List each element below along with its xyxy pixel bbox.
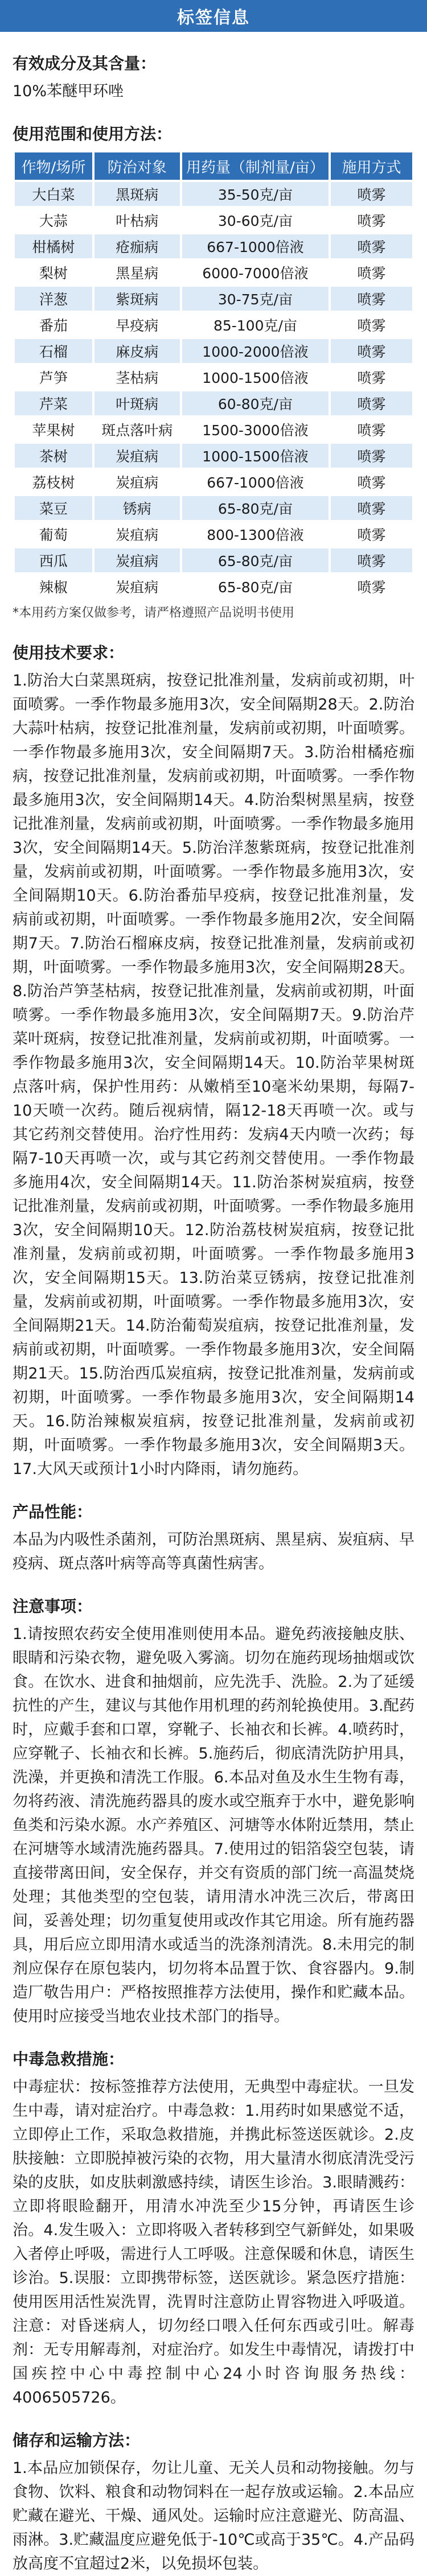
- cell-target: 炭疽病: [95, 575, 180, 598]
- cell-method: 喷雾: [331, 234, 412, 258]
- cell-target: 疮痂病: [95, 234, 180, 258]
- cell-dosage: 30-60克/亩: [182, 208, 329, 232]
- table-row: [15, 444, 412, 468]
- table-row: [15, 522, 412, 546]
- cell-method: 喷雾: [331, 287, 412, 311]
- cell-method: 喷雾: [331, 418, 412, 441]
- usage-table: [13, 150, 414, 601]
- page-header: [0, 0, 427, 32]
- table-row: [15, 261, 412, 284]
- cell-dosage: 1000-1500倍液: [182, 444, 329, 468]
- usage-table-body: [15, 182, 412, 598]
- column-header-dosage: 用药量（制剂量/亩）: [182, 152, 329, 180]
- cell-method: 喷雾: [331, 208, 412, 232]
- cell-crop: 茶树: [15, 444, 92, 468]
- poison-title: 中毒急救措施：: [13, 2050, 125, 2069]
- cell-crop: 番茄: [15, 313, 92, 337]
- column-header-crop: 作物/场所: [15, 152, 92, 180]
- cell-method: 喷雾: [331, 575, 412, 598]
- ingredient-title: 有效成分及其含量：: [13, 54, 157, 73]
- cell-dosage: 667-1000倍液: [182, 470, 329, 494]
- cell-method: 喷雾: [331, 444, 412, 468]
- table-row: [15, 548, 412, 572]
- cell-crop: 柑橘树: [15, 234, 92, 258]
- table-row: [15, 391, 412, 415]
- cell-crop: 大白菜: [15, 182, 92, 206]
- cell-target: 早疫病: [95, 313, 180, 337]
- cell-crop: 梨树: [15, 261, 92, 284]
- storage-title: 储存和运输方法：: [13, 2431, 141, 2450]
- cell-method: 喷雾: [331, 365, 412, 389]
- table-row: [15, 418, 412, 441]
- table-row: [15, 496, 412, 520]
- table-row: [15, 208, 412, 232]
- cell-dosage: 667-1000倍液: [182, 234, 329, 258]
- cell-dosage: 1500-3000倍液: [182, 418, 329, 441]
- cell-dosage: 6000-7000倍液: [182, 261, 329, 284]
- cell-crop: 西瓜: [15, 548, 92, 572]
- cell-dosage: 60-80克/亩: [182, 391, 329, 415]
- cell-crop: 芹菜: [15, 391, 92, 415]
- cell-dosage: 85-100克/亩: [182, 313, 329, 337]
- performance-title: 产品性能：: [13, 1502, 93, 1521]
- usage-title: 使用范围和使用方法：: [13, 125, 173, 143]
- cell-target: 锈病: [95, 496, 180, 520]
- cell-method: 喷雾: [331, 313, 412, 337]
- cell-target: 茎枯病: [95, 365, 180, 389]
- cell-dosage: 30-75克/亩: [182, 287, 329, 311]
- storage-text: 1.本品应加锁保存，勿让儿童、无关人员和动物接触。勿与食物、饮料、粮食和动物饲料在一起存放或运输。2.本品应贮藏在避光、干燥、通风处。运输时应注意避光、防高温、雨淋。3.贮藏温度应避免低于-10℃或高于35℃。4.产品码放高度不宜超过2米，以免损坏包装。: [13, 2459, 414, 2573]
- ingredient-value: 10%苯醚甲环唑: [13, 82, 124, 100]
- column-header-target: 防治对象: [95, 152, 180, 180]
- page-title: 标签信息: [177, 8, 250, 28]
- technical-title: 使用技术要求：: [13, 643, 125, 662]
- cell-method: 喷雾: [331, 391, 412, 415]
- table-row: [15, 313, 412, 337]
- cell-dosage: 65-80克/亩: [182, 548, 329, 572]
- cell-dosage: 1000-2000倍液: [182, 339, 329, 363]
- cell-crop: 葡萄: [15, 522, 92, 546]
- cell-crop: 辣椒: [15, 575, 92, 598]
- cell-target: 叶枯病: [95, 208, 180, 232]
- cell-dosage: 65-80克/亩: [182, 575, 329, 598]
- cell-dosage: 35-50克/亩: [182, 182, 329, 206]
- cell-crop: 大蒜: [15, 208, 92, 232]
- technical-text: 1.防治大白菜黑斑病，按登记批准剂量，发病前或初期，叶面喷雾。一季作物最多施用3次，安全间隔期28天。2.防治大蒜叶枯病，按登记批准剂量，发病前或初期，叶面喷雾。一季作物最多施用3次，安全间隔期7天。3.防治柑橘疮痂病，按登记批准剂量，发病前或初期，叶面喷雾。一季作物最多施用3次，安全间隔期14天。4.防治梨树黑星病，按登记批准剂量，发病前或初期，叶面喷雾。一季作物最多施用3次，安全间隔期14天。5.防治洋葱紫斑病，按登记批准剂量，发病前或初期，叶面喷雾。一季作物最多施用3次，安全间隔期10天。6.防治番茄早疫病，按登记批准剂量，发病前或初期，叶面喷雾。一季作物最多施用2次，安全间隔期7天。7.防治石榴麻皮病，按登记批准剂量，发病前或初期，叶面喷雾。一季作物最多施用3次，安全间隔期28天。8.防治芦笋茎枯病，按登记批准剂量，发病前或初期，叶面喷雾。一季作物最多施用3次，安全间隔期7天。9.防治芹菜叶斑病，按登记批准剂量，发病前或初期，叶面喷雾。一季作物最多施用3次，安全间隔期14天。10.防治苹果树斑点落叶病，保护性用药：从嫩梢至10毫米幼果期，每隔7-10天喷一次药。随后视病情，隔12-18天再喷一次。或与其它药剂交替使用。治疗性用药：发病4天内喷一次药；每隔7-10天再喷一次，或与其它药剂交替使用。一季作物最多施用4次，安全间隔期14天。11.防治茶树炭疽病，按登记批准剂量，发病前或初期，叶面喷雾。一季作物最多施用3次，安全间隔期10天。12.防治荔枝树炭疽病，按登记批准剂量，发病前或初期，叶面喷雾。一季作物最多施用3次，安全间隔期15天。13.防治菜豆锈病，按登记批准剂量，发病前或初期，叶面喷雾。一季作物最多施用3次，安全间隔期21天。14.防治葡萄炭疽病，按登记批准剂量，发病前或初期，叶面喷雾。一季作物最多施用3次，安全间隔期21天。15.防治西瓜炭疽病，按登记批准剂量，发病前或初期，叶面喷雾。一季作物最多施用3次，安全间隔期14天。16.防治辣椒炭疽病，按登记批准剂量，发病前或初期，叶面喷雾。一季作物最多施用3次，安全间隔期3天。17.大风天或预计1小时内降雨，请勿施药。: [13, 672, 414, 1478]
- table-row: [15, 234, 412, 258]
- cell-method: 喷雾: [331, 339, 412, 363]
- table-row: [15, 339, 412, 363]
- cell-dosage: 65-80克/亩: [182, 496, 329, 520]
- usage-note: *本用药方案仅做参考，请严格遵照产品说明书使用: [13, 606, 295, 620]
- cell-target: 麻皮病: [95, 339, 180, 363]
- cell-target: 黑斑病: [95, 182, 180, 206]
- cell-crop: 洋葱: [15, 287, 92, 311]
- caution-title: 注意事项：: [13, 1597, 93, 1616]
- cell-dosage: 1000-1500倍液: [182, 365, 329, 389]
- table-row: [15, 470, 412, 494]
- cell-target: 炭疽病: [95, 522, 180, 546]
- cell-crop: 苹果树: [15, 418, 92, 441]
- usage-table-header-row: [15, 152, 412, 180]
- cell-crop: 菜豆: [15, 496, 92, 520]
- poison-text: 中毒症状：按标签推荐方法使用，无典型中毒症状。一旦发生中毒，请对症治疗。中毒急救：1.用药时如果感觉不适，立即停止工作，采取急救措施，并携此标签送医就诊。2.皮肤接触：立即脱掉被污染的衣物，用大量清水彻底清洗受污染的皮肤，如皮肤刺激感持续，请医生诊治。3.眼睛溅药：立即将眼睑翻开，用清水冲洗至少15分钟，再请医生诊治。4.发生吸入：立即将吸入者转移到空气新鲜处，如果吸入者停止呼吸，需进行人工呼吸。注意保暖和休息，请医生诊治。5.误服：立即携带标签，送医就诊。紧急医疗措施：使用医用活性炭洗胃，洗胃时注意防止胃容物进入呼吸道。注意：对昏迷病人，切勿经口喂入任何东西或引吐。解毒剂：无专用解毒剂，对症治疗。如发生中毒情况，请拨打中国疾控中心中毒控制中心24小时咨询服务热线：4006505726。: [13, 2078, 414, 2406]
- cell-target: 叶斑病: [95, 391, 180, 415]
- label-content: [0, 32, 427, 2576]
- table-row: [15, 182, 412, 206]
- cell-target: 黑星病: [95, 261, 180, 284]
- caution-text: 1.请按照农药安全使用准则使用本品。避免药液接触皮肤、眼睛和污染衣物，避免吸入雾滴。切勿在施药现场抽烟或饮食。在饮水、进食和抽烟前，应先洗手、洗脸。2.为了延缓抗性的产生，建议与其他作用机理的药剂轮换使用。3.配药时，应戴手套和口罩，穿靴子、长袖衣和长裤。4.喷药时，应穿靴子、长袖衣和长裤。5.施药后，彻底清洗防护用具，洗澡，并更换和清洗工作服。6.本品对鱼及水生生物有毒，勿将药液、清洗施药器具的废水或空瓶弃于水中，避免影响鱼类和污染水源。水产养殖区、河塘等水体附近禁用，禁止在河塘等水域清洗施药器具。7.使用过的铝箔袋空包装，请直接带离田间，安全保存，并交有资质的部门统一高温焚烧处理；其他类型的空包装，请用清水冲洗三次后，带离田间，妥善处理；切勿重复使用或改作其它用途。所有施药器具，用后应立即用清水或适当的洗涤剂清洗。8.未用完的制剂应保存在原包装内，切勿将本品置于饮、食容器内。9.制造厂敬告用户：严格按照推荐方法使用，操作和贮藏本品。使用时应接受当地农业技术部门的指导。: [13, 1625, 414, 2025]
- cell-target: 紫斑病: [95, 287, 180, 311]
- table-row: [15, 365, 412, 389]
- cell-target: 炭疽病: [95, 470, 180, 494]
- table-row: [15, 575, 412, 598]
- cell-method: 喷雾: [331, 522, 412, 546]
- cell-method: 喷雾: [331, 496, 412, 520]
- cell-crop: 芦笋: [15, 365, 92, 389]
- cell-target: 炭疽病: [95, 548, 180, 572]
- cell-method: 喷雾: [331, 548, 412, 572]
- cell-method: 喷雾: [331, 182, 412, 206]
- cell-dosage: 800-1300倍液: [182, 522, 329, 546]
- cell-crop: 荔枝树: [15, 470, 92, 494]
- table-row: [15, 287, 412, 311]
- cell-target: 斑点落叶病: [95, 418, 180, 441]
- cell-target: 炭疽病: [95, 444, 180, 468]
- column-header-method: 施用方式: [331, 152, 412, 180]
- cell-method: 喷雾: [331, 470, 412, 494]
- cell-method: 喷雾: [331, 261, 412, 284]
- cell-crop: 石榴: [15, 339, 92, 363]
- performance-text: 本品为内吸性杀菌剂，可防治黑斑病、黑星病、炭疽病、早疫病、斑点落叶病等高等真菌性病害。: [13, 1531, 414, 1572]
